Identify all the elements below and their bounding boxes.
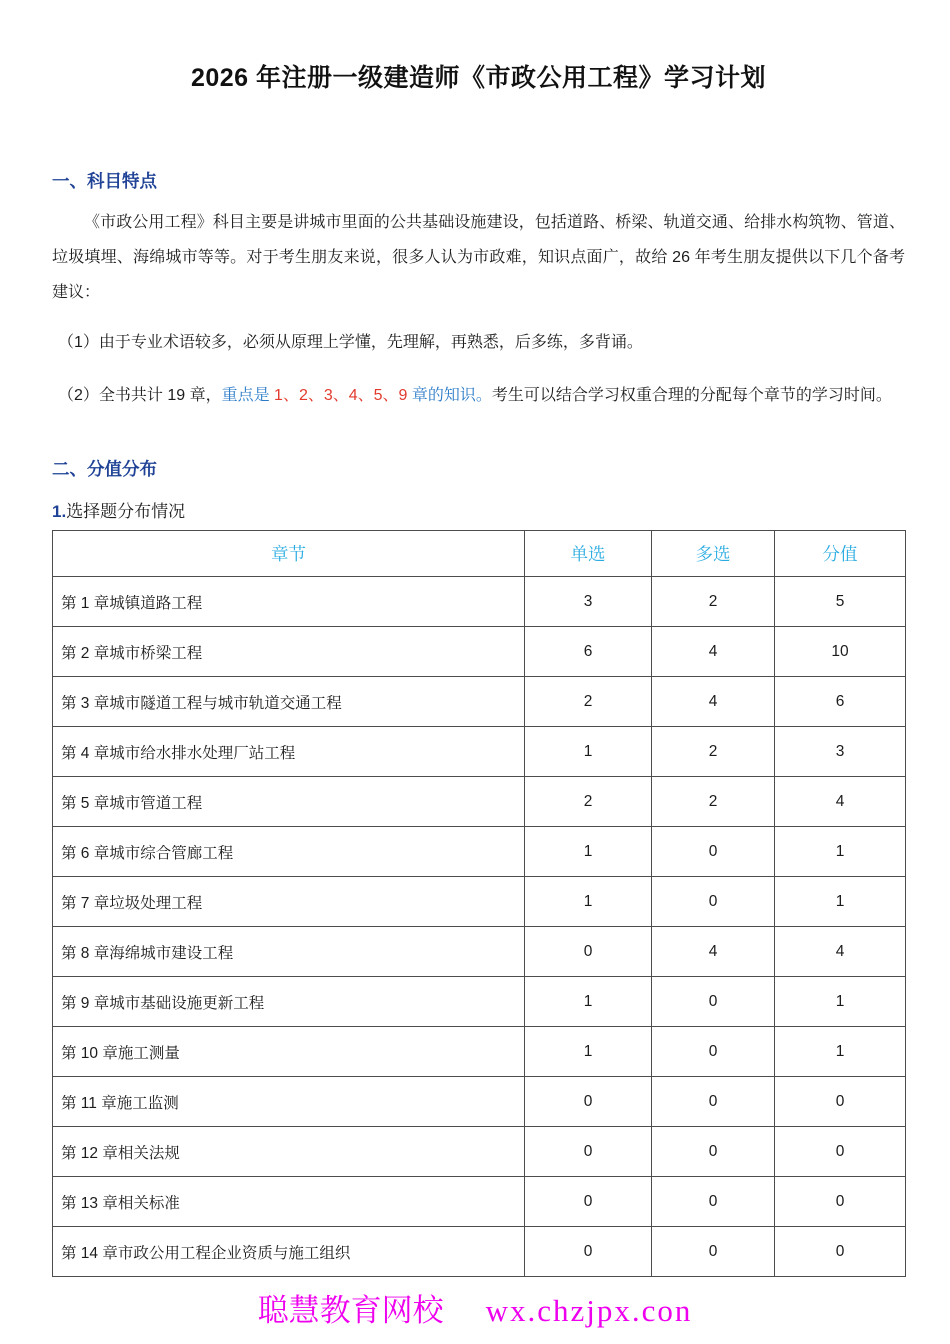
table-row: [53, 1027, 906, 1077]
advice-item-2-suffix: 考生可以结合学习权重合理的分配每个章节的学习时间。: [491, 387, 892, 404]
multi-choice-cell: 0: [652, 827, 775, 877]
column-header-single-choice: 单选: [525, 531, 652, 577]
chapter-cell: 第 9 章城市基础设施更新工程: [53, 977, 525, 1027]
table-row: [53, 727, 906, 777]
single-choice-cell: 1: [525, 877, 652, 927]
multi-choice-cell: 0: [652, 1127, 775, 1177]
multi-choice-cell: 0: [652, 977, 775, 1027]
subheading-text: 选择题分布情况: [66, 502, 186, 521]
single-choice-cell: 0: [525, 1077, 652, 1127]
single-choice-cell: 2: [525, 777, 652, 827]
score-cell: 1: [775, 1027, 906, 1077]
table-row: [53, 1127, 906, 1177]
chapter-cell: 第 13 章相关标准: [53, 1177, 525, 1227]
chapter-cell: 第 8 章海绵城市建设工程: [53, 927, 525, 977]
advice-item-2-prefix: （2）全书共计 19 章，: [58, 387, 222, 404]
chapter-cell: 第 10 章施工测量: [53, 1027, 525, 1077]
chapter-cell: 第 3 章城市隧道工程与城市轨道交通工程: [53, 677, 525, 727]
advice-item-2: [52, 371, 905, 420]
advice-item-2-highlight-red: 1、2、3、4、5、9: [274, 387, 412, 404]
single-choice-cell: 0: [525, 927, 652, 977]
column-header-chapter: 章节: [53, 531, 525, 577]
score-cell: 0: [775, 1077, 906, 1127]
multi-choice-cell: 0: [652, 1177, 775, 1227]
table-row: [53, 977, 906, 1027]
single-choice-cell: 1: [525, 1027, 652, 1077]
score-cell: 5: [775, 577, 906, 627]
single-choice-cell: 6: [525, 627, 652, 677]
table-row: [53, 577, 906, 627]
column-header-score: 分值: [775, 531, 906, 577]
subheading-choice-question-distribution: [52, 497, 905, 522]
chapter-cell: 第 2 章城市桥梁工程: [53, 627, 525, 677]
table-row: [53, 1077, 906, 1127]
multi-choice-cell: 2: [652, 727, 775, 777]
score-cell: 0: [775, 1127, 906, 1177]
table-row: [53, 1227, 906, 1277]
single-choice-cell: 0: [525, 1177, 652, 1227]
column-header-multi-choice: 多选: [652, 531, 775, 577]
score-cell: 4: [775, 777, 906, 827]
advice-item-2-highlight-blue-1: 重点是: [221, 387, 275, 404]
single-choice-cell: 0: [525, 1127, 652, 1177]
score-cell: 4: [775, 927, 906, 977]
site-address: wx.chzjpx.con: [485, 1293, 693, 1328]
advice-item-1: （1）由于专业术语较多，必须从原理上学懂，先理解，再熟悉，后多练，多背诵。: [58, 334, 643, 351]
table-row: [53, 877, 906, 927]
table-row: [53, 677, 906, 727]
chapter-cell: 第 6 章城市综合管廊工程: [53, 827, 525, 877]
table-row: [53, 777, 906, 827]
score-cell: 6: [775, 677, 906, 727]
section-heading-subject-features: 一、科目特点: [52, 171, 157, 191]
multi-choice-cell: 4: [652, 627, 775, 677]
score-cell: 1: [775, 877, 906, 927]
multi-choice-cell: 0: [652, 1227, 775, 1277]
multi-choice-cell: 0: [652, 1027, 775, 1077]
single-choice-cell: 1: [525, 727, 652, 777]
chapter-cell: 第 11 章施工监测: [53, 1077, 525, 1127]
subheading-number: 1.: [52, 502, 67, 521]
score-cell: 1: [775, 827, 906, 877]
page-title: 2026 年注册一级建造师《市政公用工程》学习计划: [190, 64, 767, 92]
multi-choice-cell: 0: [652, 877, 775, 927]
table-header-row: [53, 531, 906, 577]
subject-intro-paragraph: 《市政公用工程》科目主要是讲城市里面的公共基础设施建设，包括道路、桥梁、轨道交通、给排水构筑物、管道、垃圾填埋、海绵城市等等。对于考生朋友来说，很多人认为市政难，知识点面广，故给 26 年考生朋友提供以下几个备考建议：: [52, 214, 905, 301]
multi-choice-cell: 4: [652, 677, 775, 727]
watermark-footer: [0, 1285, 950, 1330]
table-row: [53, 627, 906, 677]
multi-choice-cell: 4: [652, 927, 775, 977]
score-cell: 1: [775, 977, 906, 1027]
single-choice-cell: 3: [525, 577, 652, 627]
table-row: [53, 827, 906, 877]
section-heading-score-distribution: 二、分值分布: [52, 459, 157, 479]
score-cell: 3: [775, 727, 906, 777]
score-cell: 0: [775, 1177, 906, 1227]
single-choice-cell: 0: [525, 1227, 652, 1277]
chapter-cell: 第 5 章城市管道工程: [53, 777, 525, 827]
multi-choice-cell: 2: [652, 777, 775, 827]
score-cell: 0: [775, 1227, 906, 1277]
chapter-cell: 第 4 章城市给水排水处理厂站工程: [53, 727, 525, 777]
score-distribution-table: [52, 530, 906, 1277]
single-choice-cell: 2: [525, 677, 652, 727]
multi-choice-cell: 0: [652, 1077, 775, 1127]
chapter-cell: 第 7 章垃圾处理工程: [53, 877, 525, 927]
score-cell: 10: [775, 627, 906, 677]
multi-choice-cell: 2: [652, 577, 775, 627]
chapter-cell: 第 1 章城镇道路工程: [53, 577, 525, 627]
single-choice-cell: 1: [525, 827, 652, 877]
advice-item-2-highlight-blue-2: 章的知识。: [411, 387, 492, 404]
table-row: [53, 1177, 906, 1227]
single-choice-cell: 1: [525, 977, 652, 1027]
chapter-cell: 第 12 章相关法规: [53, 1127, 525, 1177]
chapter-cell: 第 14 章市政公用工程企业资质与施工组织: [53, 1227, 525, 1277]
table-row: [53, 927, 906, 977]
school-name: 聪慧教育网校: [257, 1293, 444, 1328]
